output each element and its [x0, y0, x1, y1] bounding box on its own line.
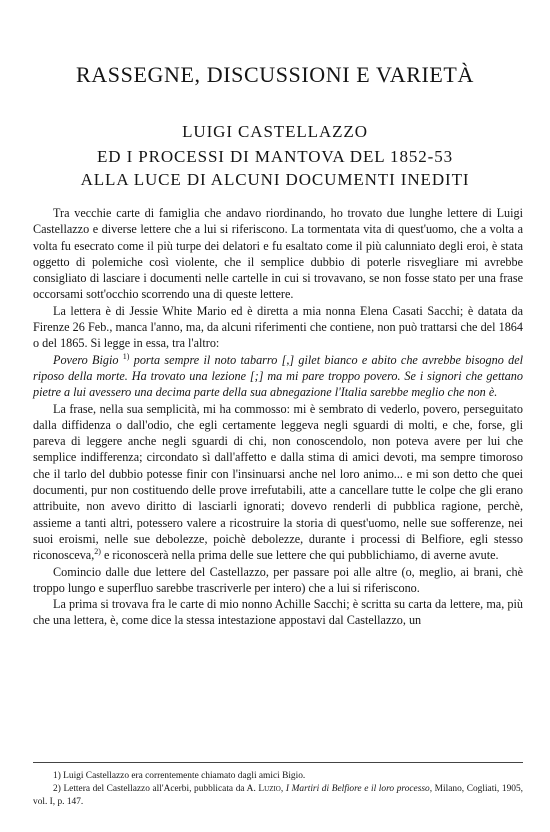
footnote-2-mark: 2): [53, 784, 61, 794]
paragraph-6: La prima si trovava fra le carte di mio nonno Achille Sacchi; è scritta su carta da lettere, ma, più che una lettera, è, come dice la stessa intestazione appostavi dal Castellazzo, un: [33, 597, 523, 628]
article-body: [33, 205, 523, 629]
paragraph-1: Tra vecchie carte di famiglia che andavo riordinando, ho trovato due lunghe lettere di Luigi Castellazzo e diverse lettere che a lui si riferiscono. La tormentata vita di quest'uomo, che a volta a volta fu esecrato come il più turpe dei delatori e fu esaltato come il più calunniato degli eroi, è stata oggetto di polemiche così violente, che il semplice dubbio di poterle risvegliare mi avrebbe consigliato di lasciare i documenti nelle cartelle in cui si trovavano, se non fosse stato per una frase occorsami sott'occhio scorrendo una di queste lettere.: [33, 206, 523, 302]
quote-start: Povero Bigio: [53, 352, 119, 367]
footnote-1: [33, 770, 523, 783]
section-heading: RASSEGNE, DISCUSSIONI E VARIETÀ: [76, 62, 474, 87]
footnote-2-text-b: ,: [280, 784, 286, 794]
footnotes: [33, 770, 523, 809]
footnote-divider: [33, 762, 523, 763]
footnote-2-text-c: , Milano, Cogliati, 1905, vol. I, p. 147.: [33, 784, 523, 807]
quote-rest: porta sempre il noto tabarro [,] gilet bianco e abito che avrebbe bisogno del riposo della morte. Ha trovato una lezione [;] ma mi pare troppo povero. Se i signori che gettano pietre a lui avessero una decima parte della sua abnegazione l'Italia sarebbe meglio che non è.: [33, 352, 523, 400]
footnote-1-text: Luigi Castellazzo era correntemente chiamato dagli amici Bigio.: [63, 771, 306, 781]
paragraph-4: [33, 401, 523, 564]
footnote-2: [33, 783, 523, 809]
footnote-ref-2: 2): [94, 547, 101, 557]
paragraph-5: Comincio dalle due lettere del Castellazzo, per passare poi alle altre (o, meglio, ai brani, chè troppo lungo e superfluo sarebbe trascriverle per intero) che a lui si riferiscono.: [33, 564, 523, 595]
paragraph-4-part-b: e riconoscerà nella prima delle sue lettere che qui pubblichiamo, di averne avute.: [100, 548, 499, 563]
article-title-line-1: LUIGI CASTELLAZZO: [182, 122, 368, 141]
article-title-line-2: ED I PROCESSI DI MANTOVA DEL 1852-53: [96, 147, 454, 166]
paragraph-2: La lettera è di Jessie White Mario ed è diretta a mia nonna Elena Casati Sacchi; è datata da Firenze 26 Feb., manca l'anno, ma, da alcuni riferimenti che contiene, non può trattarsi che del 1864 o del 1865. Si legge in essa, tra l'altro:: [33, 303, 523, 351]
article-title-line-3: ALLA LUCE DI ALCUNI DOCUMENTI INEDITI: [80, 170, 470, 189]
footnote-ref-1: 1): [122, 351, 130, 361]
footnote-2-author: Luzio: [258, 784, 281, 794]
quoted-letter-excerpt: [33, 352, 523, 401]
footnote-2-text-a: Lettera del Castellazzo all'Acerbi, pubblicata da A.: [63, 784, 259, 794]
paragraph-4-part-a: La frase, nella sua semplicità, mi ha commosso: mi è sembrato di vederlo, povero, perseguitato dalla diffidenza o dall'odio, che egli certamente leggeva negli sguardi di molti, e che, forse, gli pareva di leggere anche negli sguardi di chi, non conoscendolo, non poteva avere per lui che semplice indifferenza; circondato sì dall'affetto e dalla stima di amici devoti, ma sempre timoroso che il tarlo del dubbio potesse finir con l'insinuarsi anche nel loro animo... e mi son detto che quei documenti, pur non costituendo delle prove irrefutabili, atte a cancellare tutte le colpe che gli erano attribuite, non avevo diritto di lasciarli ignorati; dovevo renderli di pubblica ragione, perchè, assieme a tanti altri, potessero valere a ricostruire la storia di quest'uomo, nelle sue sofferenze, nei suoi eroismi, nelle sue debolezze, poichè debolezze, durante i processi di Belfiore, egli stesso riconosceva,: [33, 401, 523, 563]
footnote-2-title: I Martiri di Belfiore e il loro processo: [285, 784, 430, 794]
footnote-1-mark: 1): [53, 771, 61, 781]
